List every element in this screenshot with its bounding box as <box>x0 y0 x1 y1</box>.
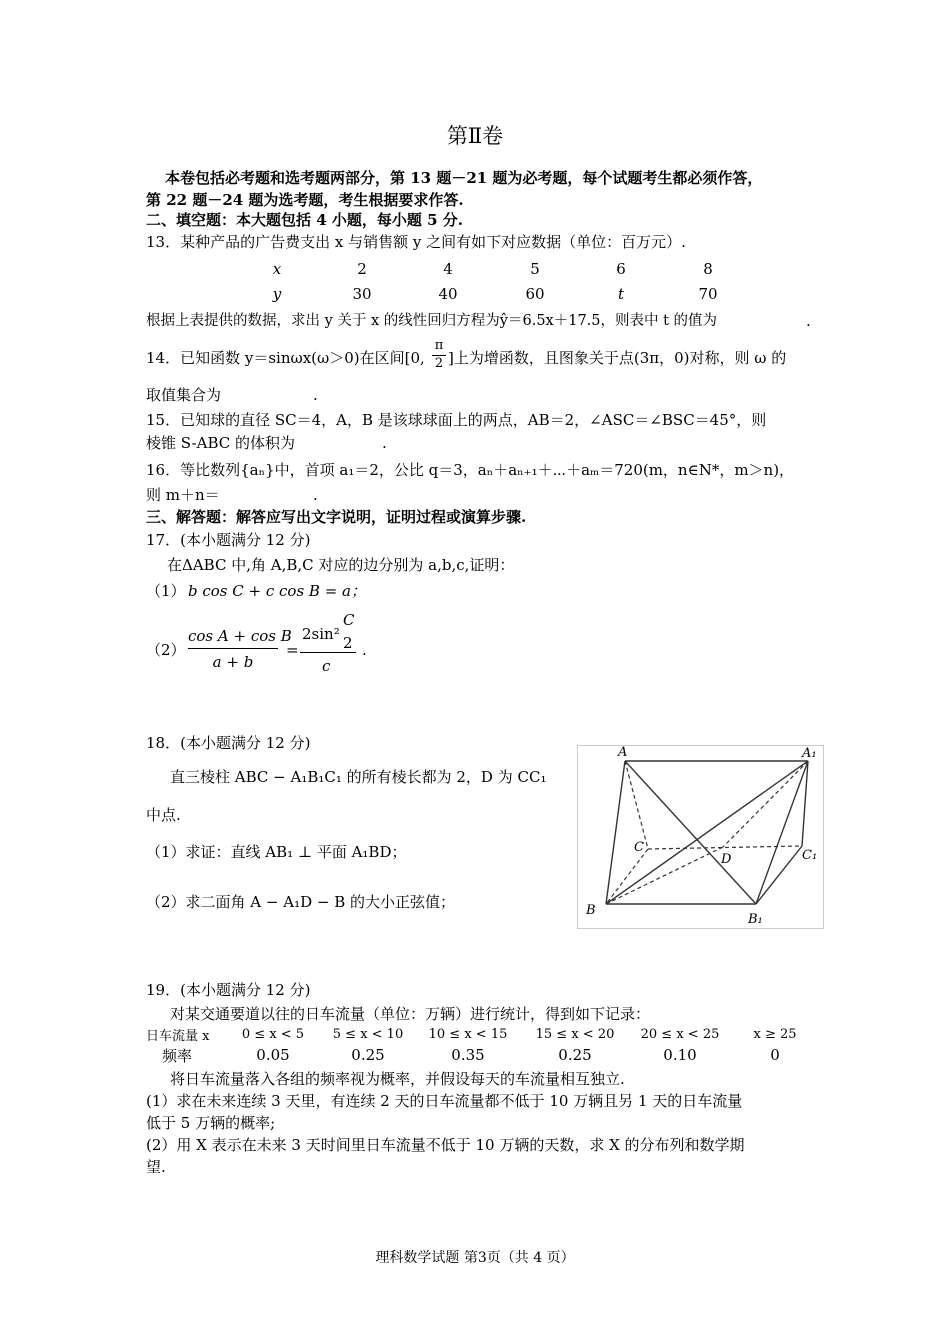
edge-CC1 <box>648 846 802 849</box>
q17-p2-left-bar <box>188 648 278 649</box>
q17-p2-eq: = <box>286 641 299 659</box>
q13-x-cell: 4 <box>443 260 453 278</box>
intro-line-1: 本卷包括必考题和选考题两部分，第 13 题－21 题为必考题，每个试题考生都必须作答， <box>165 169 763 187</box>
q14-line2: 取值集合为 <box>146 386 222 404</box>
q17-p2-right-den: c <box>322 657 331 675</box>
q13-y-cell: 70 <box>698 285 718 303</box>
section-fill-in: 二、填空题：本大题包括 4 小题，每小题 5 分. <box>146 211 463 229</box>
edge-AB1 <box>625 761 756 904</box>
q13-x-cell: 2 <box>357 260 367 278</box>
label-B: B <box>586 903 596 918</box>
q19-freq: 0.05 <box>256 1046 290 1064</box>
q17-p2-right-num: 2sin² <box>302 625 340 643</box>
q13-x-label: x <box>272 260 282 278</box>
q19-p1-line2: 低于 5 万辆的概率; <box>146 1114 276 1132</box>
q18-p1: （1）求证：直线 AB₁ ⊥ 平面 A₁BD； <box>146 843 407 861</box>
q18-head: 18．(本小题满分 12 分) <box>146 734 311 752</box>
q19-interval: 20 ≤ x < 25 <box>640 1027 720 1042</box>
q17-p1-label: （1） <box>146 582 186 600</box>
q17-p2-right-C: C <box>343 611 355 629</box>
label-A1: A₁ <box>802 746 817 761</box>
q19-interval: 15 ≤ x < 20 <box>535 1027 615 1042</box>
q17-p2-left-num: cos A + cos B <box>188 627 292 645</box>
q19-freq: 0.35 <box>451 1046 485 1064</box>
q18-stem: 直三棱柱 ABC − A₁B₁C₁ 的所有棱长都为 2，D 为 CC₁ <box>170 768 547 786</box>
q19-freq: 0.25 <box>558 1046 592 1064</box>
q17-p2-end: . <box>362 641 367 659</box>
q19-interval: 10 ≤ x < 15 <box>428 1027 508 1042</box>
q19-interval: 5 ≤ x < 10 <box>332 1027 404 1042</box>
edge-A1D <box>723 761 808 847</box>
q16-line2-end: . <box>313 486 318 504</box>
q13-y-cell: 40 <box>438 285 458 303</box>
edge-A1B1 <box>756 761 808 904</box>
q14-part2: ]上为增函数，且图象关于点(3π，0)对称，则 ω 的 <box>448 349 787 367</box>
label-C1: C₁ <box>802 848 818 863</box>
q17-p2-left-den: a + b <box>212 653 254 671</box>
q19-note: 将日车流量落入各组的频率视为概率，并假设每天的车流量相互独立. <box>170 1070 625 1088</box>
q19-row1-label: 日车流量 x <box>146 1029 210 1044</box>
q15-line2-end: . <box>382 434 387 452</box>
q15-line2: 棱锥 S-ABC 的体积为 <box>146 434 296 452</box>
q19-interval: 0 ≤ x < 5 <box>241 1027 305 1042</box>
q13-x-cell: 8 <box>703 260 713 278</box>
q14-part1: 14．已知函数 y＝sinωx(ω＞0)在区间[0, <box>146 349 425 367</box>
q19-row2-label: 频率 <box>162 1047 193 1065</box>
q17-stem: 在ΔABC 中,角 A,B,C 对应的边分别为 a,b,c,证明： <box>167 556 515 574</box>
edge-A1B <box>606 761 808 904</box>
q19-freq: 0 <box>770 1046 780 1064</box>
intro-line-2: 第 22 题－24 题为选考题，考生根据要求作答. <box>146 191 464 209</box>
q17-head: 17．(本小题满分 12 分) <box>146 531 311 549</box>
label-C: C <box>634 840 644 855</box>
q14-frac-num: π <box>434 338 444 353</box>
q13-tail: 根据上表提供的数据，求出 y 关于 x 的线性回归方程为ŷ＝6.5x＋17.5，则表中 t 的值为 <box>146 313 718 329</box>
q13-x-cell: 6 <box>616 260 626 278</box>
q18-stem-2: 中点. <box>146 806 181 824</box>
q18-p2: （2）求二面角 A − A₁D − B 的大小正弦值； <box>146 893 456 911</box>
q19-stem: 对某交通要道以往的日车流量（单位：万辆）进行统计，得到如下记录： <box>170 1005 651 1023</box>
q14-line2-end: . <box>313 386 318 404</box>
edge-BD <box>606 847 723 904</box>
edge-B1C1 <box>756 846 802 904</box>
q17-p2-label: （2） <box>146 641 186 659</box>
q17-p2-right-2: 2 <box>343 634 353 652</box>
prism-figure <box>577 745 824 929</box>
q19-interval: x ≥ 25 <box>753 1027 797 1042</box>
q16-line1: 16．等比数列{aₙ}中，首项 a₁＝2，公比 q＝3，aₙ＋aₙ₊₁＋⋯＋aₘ＝720(m，n∈N*，m＞n)， <box>146 461 795 479</box>
q13-tail-end: . <box>806 312 811 330</box>
q13-y-label: y <box>272 285 282 303</box>
q17-p1: b cos C + c cos B = a； <box>188 582 366 600</box>
q17-p2-right-bar <box>300 652 356 653</box>
q13-x-cell: 5 <box>530 260 540 278</box>
label-B1: B₁ <box>748 912 763 927</box>
q19-head: 19．(本小题满分 12 分) <box>146 981 311 999</box>
q13-y-cell: 60 <box>525 285 545 303</box>
label-D: D <box>721 852 732 867</box>
q16-line2: 则 m＋n＝ <box>146 486 220 504</box>
q19-freq: 0.10 <box>663 1046 697 1064</box>
section-solve: 三、解答题：解答应写出文字说明，证明过程或演算步骤. <box>146 508 527 526</box>
q13-y-cell: t <box>617 285 625 303</box>
prism-diagram <box>578 746 823 928</box>
q19-p1-line1: (1）求在未来连续 3 天里，有连续 2 天的日车流量都不低于 10 万辆且另 1 天的日车流量 <box>146 1092 743 1110</box>
q15-line1: 15．已知球的直径 SC＝4，A，B 是该球球面上的两点，AB＝2，∠ASC＝∠BSC＝45°，则 <box>146 411 767 429</box>
q19-p2-line2: 望. <box>146 1158 166 1176</box>
q19-freq: 0.25 <box>351 1046 385 1064</box>
q14-frac-den: 2 <box>434 356 444 371</box>
page-title: 第Ⅱ卷 <box>446 124 504 148</box>
q19-p2-line1: (2）用 X 表示在未来 3 天时间里日车流量不低于 10 万辆的天数，求 X 的分布列和数学期 <box>146 1136 745 1154</box>
page-footer: 理科数学试题 第3页（共 4 页） <box>375 1250 575 1266</box>
q13-y-cell: 30 <box>352 285 372 303</box>
label-A: A <box>618 746 628 760</box>
q13-stem: 13．某种产品的广告费支出 x 与销售额 y 之间有如下对应数据（单位：百万元）. <box>146 233 686 251</box>
